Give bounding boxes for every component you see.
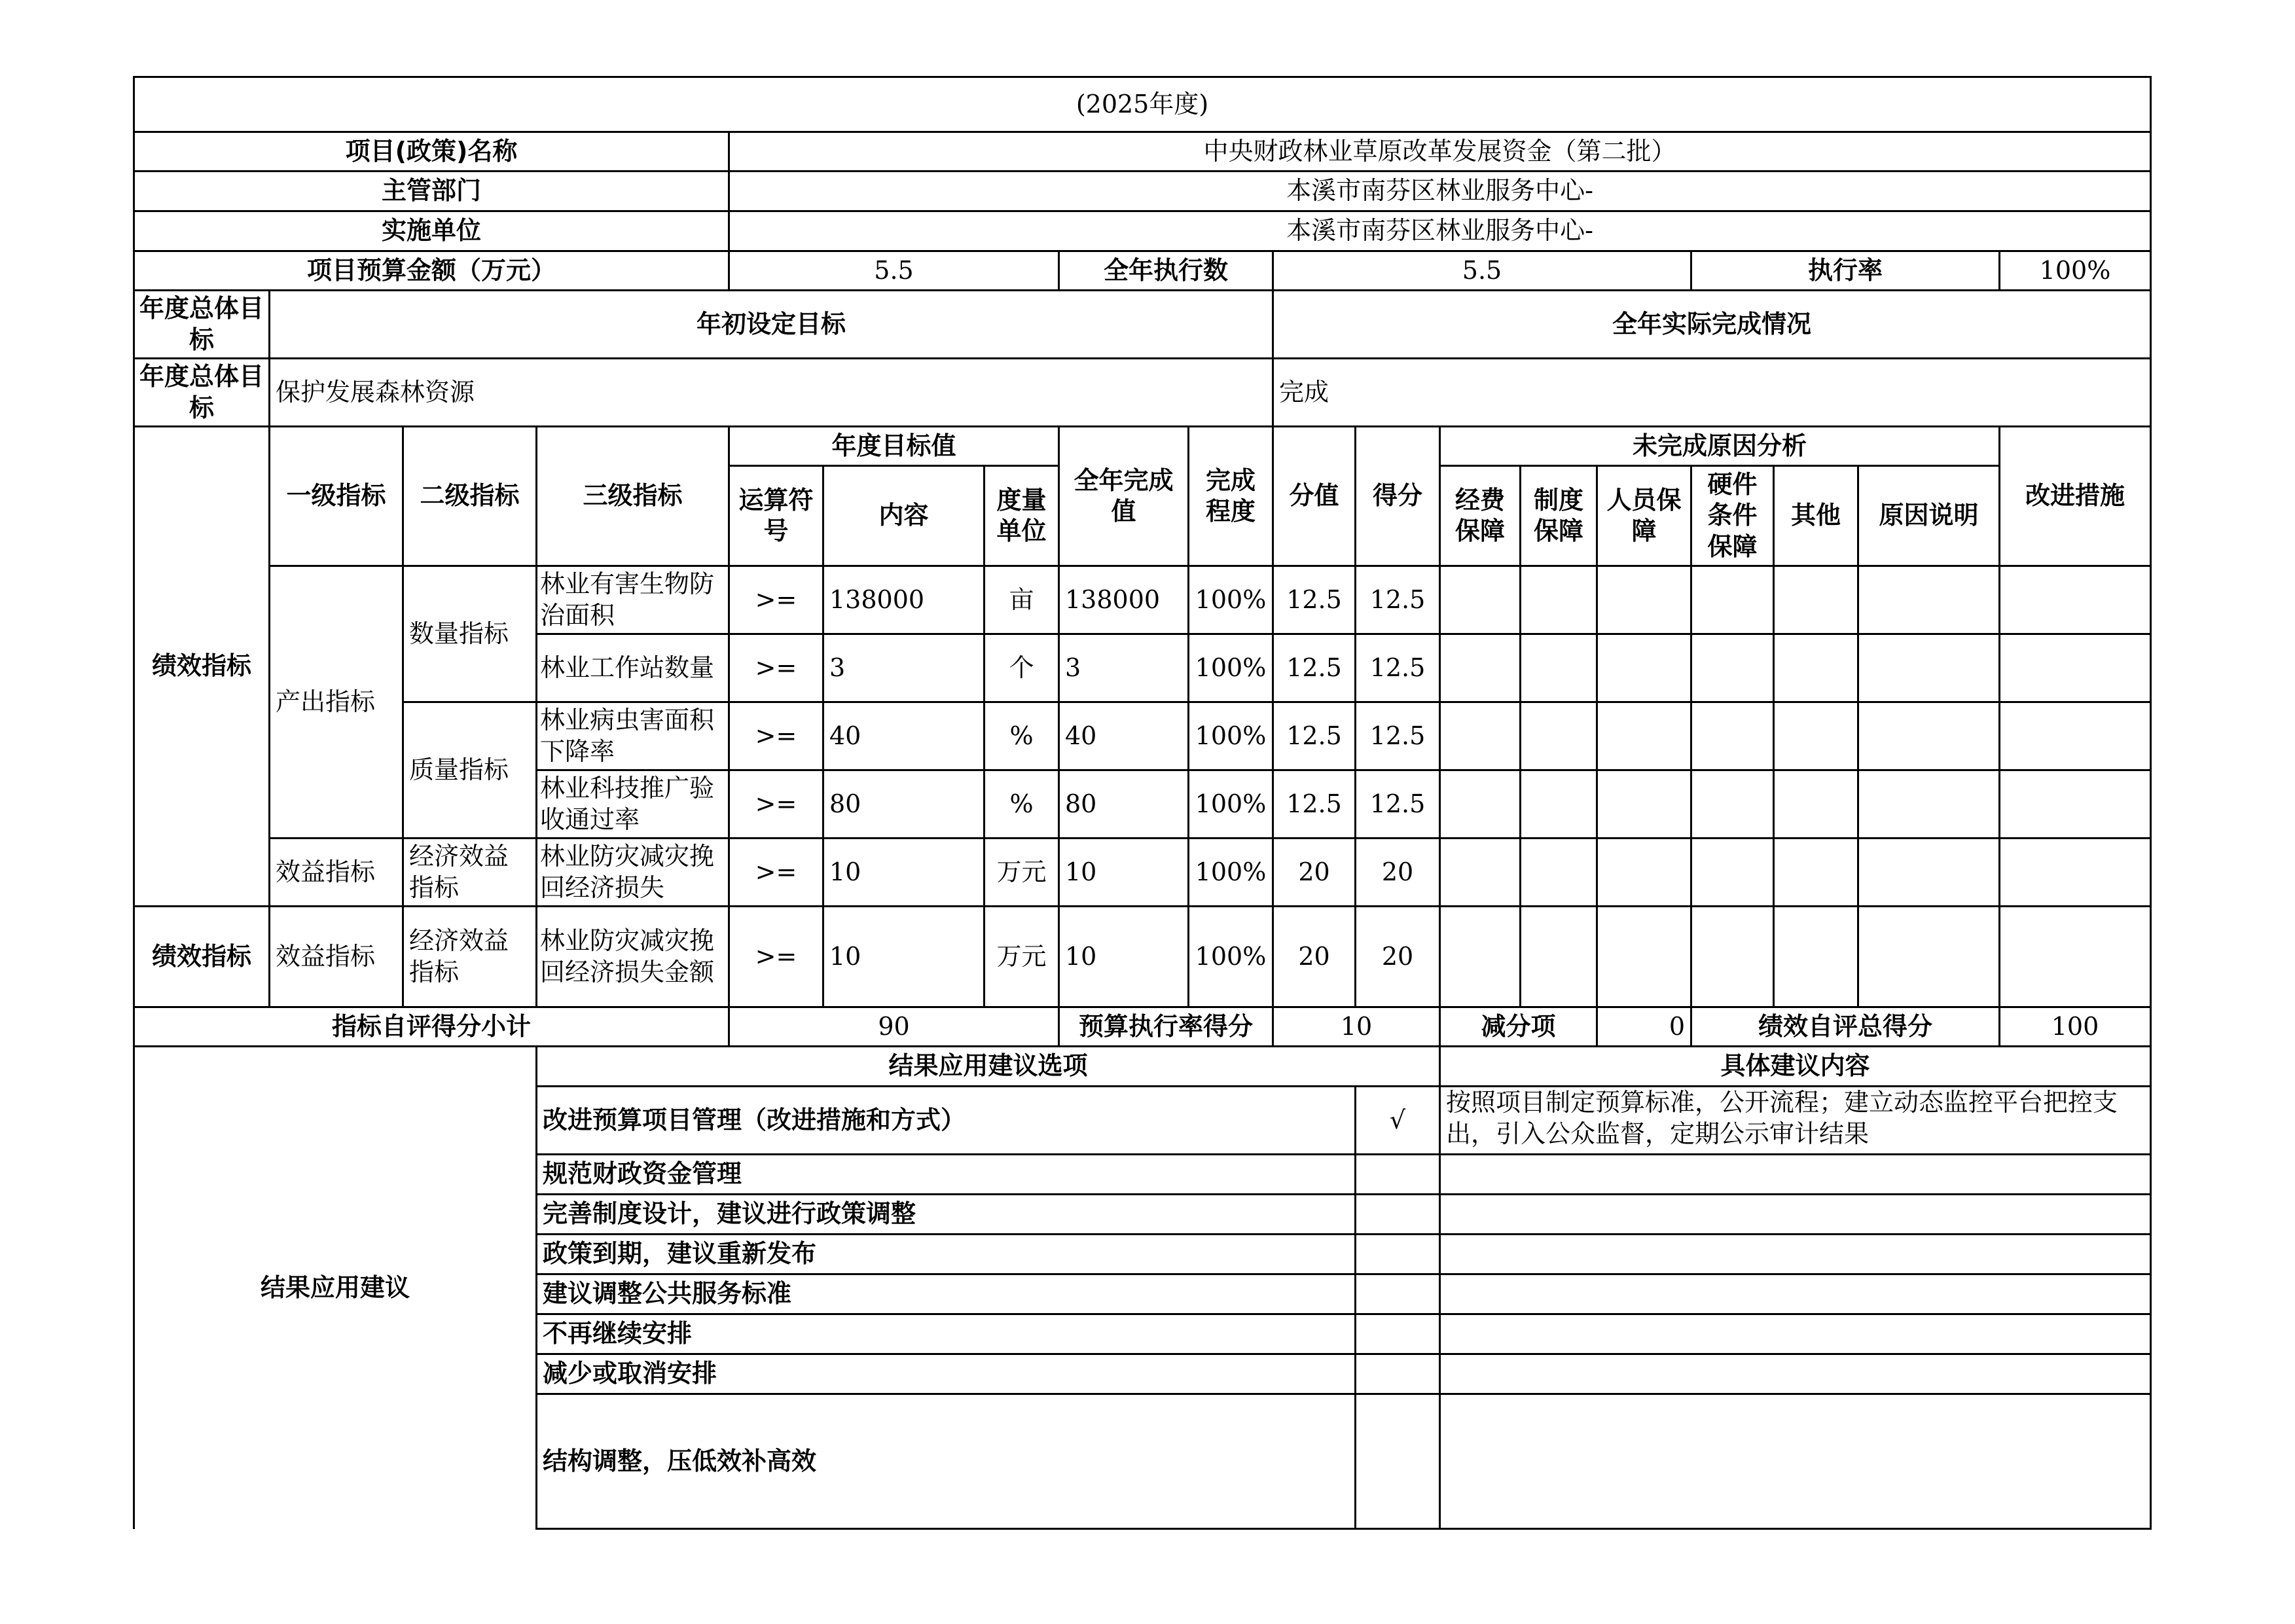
reason-desc-cell <box>1858 907 2000 1007</box>
op-cell: >= <box>729 566 823 634</box>
content-cell: 10 <box>823 907 985 1007</box>
op-cell: >= <box>729 770 823 839</box>
actual-cell: 40 <box>1059 702 1189 770</box>
recommend-option: 规范财政资金管理 <box>537 1155 1356 1195</box>
check-mark <box>1356 1394 1440 1529</box>
degree-cell: 100% <box>1189 634 1273 702</box>
score-value-cell: 12.5 <box>1273 702 1356 770</box>
l2-indicator: 质量指标 <box>403 702 537 839</box>
goal-label: 年度总体目标 <box>134 291 270 359</box>
score-value-header: 分值 <box>1273 427 1356 566</box>
unit-cell: 个 <box>985 634 1059 702</box>
impl-label: 实施单位 <box>134 211 729 251</box>
reason-staff-cell <box>1597 702 1691 770</box>
score-cell: 12.5 <box>1356 634 1440 702</box>
budget-value: 5.5 <box>729 251 1059 291</box>
dept-value: 本溪市南芬区林业服务中心- <box>729 171 2151 211</box>
score-value-cell: 12.5 <box>1273 566 1356 634</box>
deduct-label: 减分项 <box>1440 1007 1597 1047</box>
reason-staff-cell <box>1597 770 1691 839</box>
recommend-detail <box>1440 1195 2151 1235</box>
reason-desc-cell <box>1858 566 2000 634</box>
reason-other-cell <box>1774 907 1858 1007</box>
impl-value: 本溪市南芬区林业服务中心- <box>729 211 2151 251</box>
reason-hardware-cell <box>1691 907 1774 1007</box>
reason-fund-cell <box>1440 770 1521 839</box>
op-cell: >= <box>729 839 823 907</box>
improve-header: 改进措施 <box>2000 427 2151 566</box>
degree-cell: 100% <box>1189 702 1273 770</box>
content-cell: 80 <box>823 770 985 839</box>
l2-indicator: 经济效益指标 <box>403 839 537 907</box>
reason-desc-cell <box>1858 702 2000 770</box>
unit-header: 度量单位 <box>985 466 1059 566</box>
l1-indicator: 效益指标 <box>270 839 403 907</box>
exec-value: 5.5 <box>1273 251 1691 291</box>
reason-system-header: 制度保障 <box>1521 466 1597 566</box>
reason-staff-cell <box>1597 634 1691 702</box>
recommend-detail <box>1440 1394 2151 1529</box>
reason-fund-cell <box>1440 839 1521 907</box>
recommend-detail <box>1440 1274 2151 1314</box>
check-mark <box>1356 1195 1440 1235</box>
subtotal-label: 指标自评得分小计 <box>134 1007 729 1047</box>
goal-set-header: 年初设定目标 <box>270 291 1273 359</box>
l2-indicator: 数量指标 <box>403 566 537 702</box>
reason-hardware-cell <box>1691 839 1774 907</box>
perf-indicator-label: 绩效指标 <box>134 907 270 1007</box>
unit-cell: % <box>985 702 1059 770</box>
l3-indicator: 林业工作站数量 <box>537 634 729 702</box>
check-mark <box>1356 1155 1440 1195</box>
total-score-label: 绩效自评总得分 <box>1691 1007 2000 1047</box>
recommend-label: 结果应用建议 <box>134 1047 537 1529</box>
recommend-option: 不再继续安排 <box>537 1314 1356 1354</box>
unit-cell: % <box>985 770 1059 839</box>
reason-desc-cell <box>1858 839 2000 907</box>
score-header: 得分 <box>1356 427 1440 566</box>
reason-desc-cell <box>1858 634 2000 702</box>
reason-staff-cell <box>1597 907 1691 1007</box>
check-mark <box>1356 1354 1440 1394</box>
unit-cell: 万元 <box>985 839 1059 907</box>
op-cell: >= <box>729 702 823 770</box>
rate-value: 100% <box>2000 251 2151 291</box>
l3-indicator: 林业有害生物防治面积 <box>537 566 729 634</box>
content-cell: 40 <box>823 702 985 770</box>
improve-cell <box>2000 634 2151 702</box>
op-header: 运算符号 <box>729 466 823 566</box>
reason-fund-cell <box>1440 634 1521 702</box>
improve-cell <box>2000 907 2151 1007</box>
reason-other-cell <box>1774 634 1858 702</box>
score-cell: 12.5 <box>1356 566 1440 634</box>
reason-system-cell <box>1521 634 1597 702</box>
reason-system-cell <box>1521 839 1597 907</box>
score-value-cell: 12.5 <box>1273 634 1356 702</box>
recommend-detail: 按照项目制定预算标准，公开流程；建立动态监控平台把控支出，引入公众监督，定期公示审计结果 <box>1440 1087 2151 1155</box>
l1-indicator: 效益指标 <box>270 907 403 1007</box>
l1-indicator: 产出指标 <box>270 566 403 839</box>
improve-cell <box>2000 770 2151 839</box>
score-value-cell: 20 <box>1273 839 1356 907</box>
reason-fund-cell <box>1440 566 1521 634</box>
score-cell: 12.5 <box>1356 770 1440 839</box>
reason-other-cell <box>1774 770 1858 839</box>
recommend-detail <box>1440 1235 2151 1274</box>
check-mark <box>1356 1235 1440 1274</box>
reason-other-cell <box>1774 566 1858 634</box>
reason-other-header: 其他 <box>1774 466 1858 566</box>
score-cell: 12.5 <box>1356 702 1440 770</box>
content-header: 内容 <box>823 466 985 566</box>
reason-hardware-cell <box>1691 702 1774 770</box>
actual-cell: 138000 <box>1059 566 1189 634</box>
reason-header: 未完成原因分析 <box>1440 427 2000 466</box>
recommend-option: 完善制度设计，建议进行政策调整 <box>537 1195 1356 1235</box>
actual-header: 全年完成值 <box>1059 427 1189 566</box>
content-cell: 3 <box>823 634 985 702</box>
project-name-label: 项目(政策)名称 <box>134 132 729 171</box>
reason-fund-cell <box>1440 702 1521 770</box>
reason-system-cell <box>1521 770 1597 839</box>
budget-score-label: 预算执行率得分 <box>1059 1007 1273 1047</box>
recommend-option: 改进预算项目管理（改进措施和方式） <box>537 1087 1356 1155</box>
reason-staff-cell <box>1597 566 1691 634</box>
score-value-cell: 20 <box>1273 907 1356 1007</box>
target-header: 年度目标值 <box>729 427 1059 466</box>
goal-actual-header: 全年实际完成情况 <box>1273 291 2151 359</box>
recommend-option: 减少或取消安排 <box>537 1354 1356 1394</box>
reason-system-cell <box>1521 566 1597 634</box>
recommend-detail <box>1440 1155 2151 1195</box>
op-cell: >= <box>729 634 823 702</box>
recommend-option: 建议调整公共服务标准 <box>537 1274 1356 1314</box>
score-cell: 20 <box>1356 839 1440 907</box>
report-year: (2025年度) <box>134 77 2151 132</box>
budget-label: 项目预算金额（万元） <box>134 251 729 291</box>
budget-score-value: 10 <box>1273 1007 1440 1047</box>
l3-indicator: 林业防灾减灾挽回经济损失金额 <box>537 907 729 1007</box>
exec-label: 全年执行数 <box>1059 251 1273 291</box>
recommend-option: 结构调整，压低效补高效 <box>537 1394 1356 1529</box>
unit-cell: 亩 <box>985 566 1059 634</box>
l1-header: 一级指标 <box>270 427 403 566</box>
reason-other-cell <box>1774 839 1858 907</box>
reason-staff-header: 人员保障 <box>1597 466 1691 566</box>
recommend-detail-header: 具体建议内容 <box>1440 1047 2151 1087</box>
content-cell: 10 <box>823 839 985 907</box>
recommend-detail <box>1440 1354 2151 1394</box>
score-value-cell: 12.5 <box>1273 770 1356 839</box>
degree-cell: 100% <box>1189 566 1273 634</box>
reason-desc-header: 原因说明 <box>1858 466 2000 566</box>
degree-header: 完成程度 <box>1189 427 1273 566</box>
deduct-value: 0 <box>1597 1007 1691 1047</box>
l3-indicator: 林业防灾减灾挽回经济损失 <box>537 839 729 907</box>
actual-cell: 10 <box>1059 907 1189 1007</box>
goal-set-value: 保护发展森林资源 <box>270 359 1273 427</box>
l3-header: 三级指标 <box>537 427 729 566</box>
score-cell: 20 <box>1356 907 1440 1007</box>
total-score-value: 100 <box>2000 1007 2151 1047</box>
degree-cell: 100% <box>1189 839 1273 907</box>
degree-cell: 100% <box>1189 770 1273 839</box>
degree-cell: 100% <box>1189 907 1273 1007</box>
op-cell: >= <box>729 907 823 1007</box>
improve-cell <box>2000 566 2151 634</box>
reason-system-cell <box>1521 907 1597 1007</box>
l2-indicator: 经济效益指标 <box>403 907 537 1007</box>
l3-indicator: 林业病虫害面积下降率 <box>537 702 729 770</box>
improve-cell <box>2000 839 2151 907</box>
reason-other-cell <box>1774 702 1858 770</box>
reason-staff-cell <box>1597 839 1691 907</box>
recommend-options-header: 结果应用建议选项 <box>537 1047 1440 1087</box>
reason-hardware-header: 硬件条件保障 <box>1691 466 1774 566</box>
unit-cell: 万元 <box>985 907 1059 1007</box>
performance-evaluation-table <box>133 76 2152 1530</box>
check-mark <box>1356 1274 1440 1314</box>
recommend-detail <box>1440 1314 2151 1354</box>
goal-label: 年度总体目标 <box>134 359 270 427</box>
actual-cell: 10 <box>1059 839 1189 907</box>
dept-label: 主管部门 <box>134 171 729 211</box>
reason-fund-header: 经费保障 <box>1440 466 1521 566</box>
reason-hardware-cell <box>1691 634 1774 702</box>
perf-indicator-label: 绩效指标 <box>134 427 270 907</box>
reason-desc-cell <box>1858 770 2000 839</box>
reason-fund-cell <box>1440 907 1521 1007</box>
l2-header: 二级指标 <box>403 427 537 566</box>
actual-cell: 80 <box>1059 770 1189 839</box>
actual-cell: 3 <box>1059 634 1189 702</box>
reason-hardware-cell <box>1691 770 1774 839</box>
content-cell: 138000 <box>823 566 985 634</box>
project-name: 中央财政林业草原改革发展资金（第二批） <box>729 132 2151 171</box>
subtotal-value: 90 <box>729 1007 1059 1047</box>
reason-hardware-cell <box>1691 566 1774 634</box>
check-mark: √ <box>1356 1087 1440 1155</box>
l3-indicator: 林业科技推广验收通过率 <box>537 770 729 839</box>
goal-actual-value: 完成 <box>1273 359 2151 427</box>
reason-system-cell <box>1521 702 1597 770</box>
improve-cell <box>2000 702 2151 770</box>
recommend-option: 政策到期，建议重新发布 <box>537 1235 1356 1274</box>
check-mark <box>1356 1314 1440 1354</box>
rate-label: 执行率 <box>1691 251 2000 291</box>
